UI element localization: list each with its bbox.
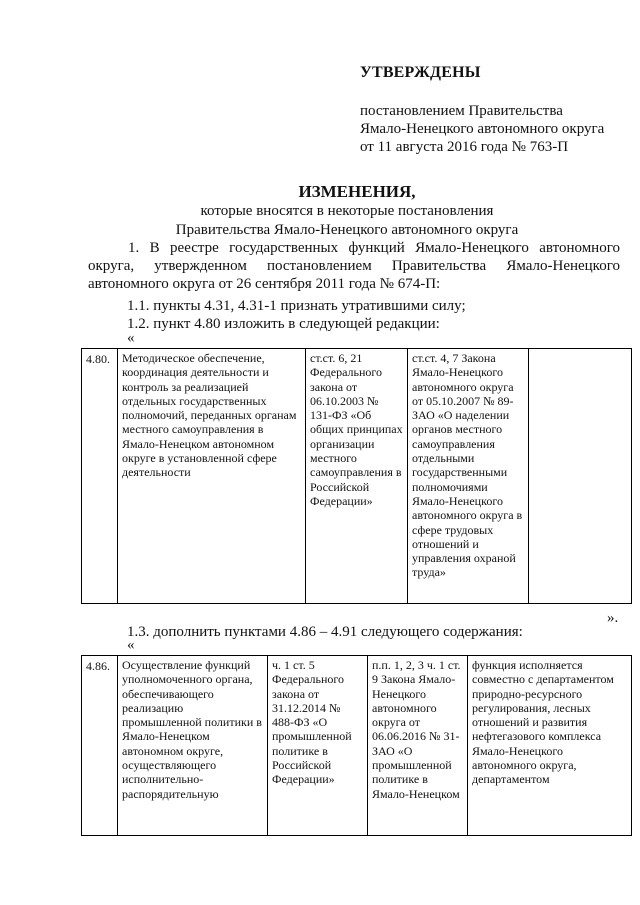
cell-note xyxy=(529,349,632,604)
item-1-1: 1.1. пункты 4.31, 4.31-1 признать утратившими силу; xyxy=(127,298,466,314)
item-1-2: 1.2. пункт 4.80 изложить в следующей редакции: xyxy=(127,316,440,332)
cell-federal-law: ст.ст. 6, 21 Федерального закона от 06.10.2003 № 131-ФЗ «Об общих принципах организации местного самоуправления в Российской Федерации» xyxy=(306,349,408,604)
approval-line: от 11 августа 2016 года № 763-П xyxy=(360,139,569,155)
close-quote-1: ». xyxy=(607,610,619,626)
approval-line: Ямало-Ненецкого автономного округа xyxy=(360,121,605,137)
cell-function: Осуществление функций уполномоченного органа, обеспечивающего реализацию промышленной политики в Ямало-Ненецком автономном округе, осуществляющего исполнительно-распорядительную xyxy=(118,656,268,836)
cell-number: 4.80. xyxy=(82,349,118,604)
cell-regional-law: п.п. 1, 2, 3 ч. 1 ст. 9 Закона Ямало-Ненецкого автономного округа от 06.06.2016 № 31-ЗАО «О промышленной политике в Ямало-Ненецком xyxy=(368,656,468,836)
open-quote-2: « xyxy=(127,637,135,653)
document-title xyxy=(0,182,640,240)
title-subline: которые вносятся в некоторые постановления xyxy=(200,203,494,219)
registry-table-4-86 xyxy=(81,655,632,836)
registry-table-4-80 xyxy=(81,348,632,604)
item-1-3: 1.3. дополнить пунктами 4.86 – 4.91 следующего содержания: xyxy=(127,624,523,640)
table-row xyxy=(82,656,632,836)
paragraph-1-text: 1. В реестре государственных функций Ямало-Ненецкого автономного округа, утвержденном постановлением Правительства Ямало-Ненецкого автономного округа от 26 сентября 2011 года № 674-П: xyxy=(88,240,620,292)
cell-regional-law: ст.ст. 4, 7 Закона Ямало-Ненецкого автономного округа от 05.10.2007 № 89-ЗАО «О наделении органов местного самоуправления отдельными государственными полномочиями Ямало-Ненецкого автономного округа в сфере трудовых отношений и управления охраной труда» xyxy=(408,349,529,604)
open-quote-1: « xyxy=(127,330,135,346)
title-subline: Правительства Ямало-Ненецкого автономного округа xyxy=(175,222,519,238)
paragraph-1 xyxy=(88,239,620,293)
cell-note: функция исполняется совместно с департаментом природно-ресурсного регулирования, лесных отношений и развития нефтегазового комплекса Ямало-Ненецкого автономного округа, департаментом xyxy=(468,656,632,836)
approval-block xyxy=(360,64,620,156)
cell-federal-law: ч. 1 ст. 5 Федерального закона от 31.12.2014 № 488-ФЗ «О промышленной политике в Российской Федерации» xyxy=(268,656,368,836)
cell-function: Методическое обеспечение, координация деятельности и контроль за реализацией отдельных государственных полномочий, переданных органам местного самоуправления в Ямало-Ненецком автономном округе в установленной сфере деятельности xyxy=(118,349,306,604)
title-main: ИЗМЕНЕНИЯ, xyxy=(298,182,416,201)
approval-line: постановлением Правительства xyxy=(360,103,563,119)
cell-number: 4.86. xyxy=(82,656,118,836)
table-row xyxy=(82,349,632,604)
approval-heading: УТВЕРЖДЕНЫ xyxy=(360,64,481,81)
